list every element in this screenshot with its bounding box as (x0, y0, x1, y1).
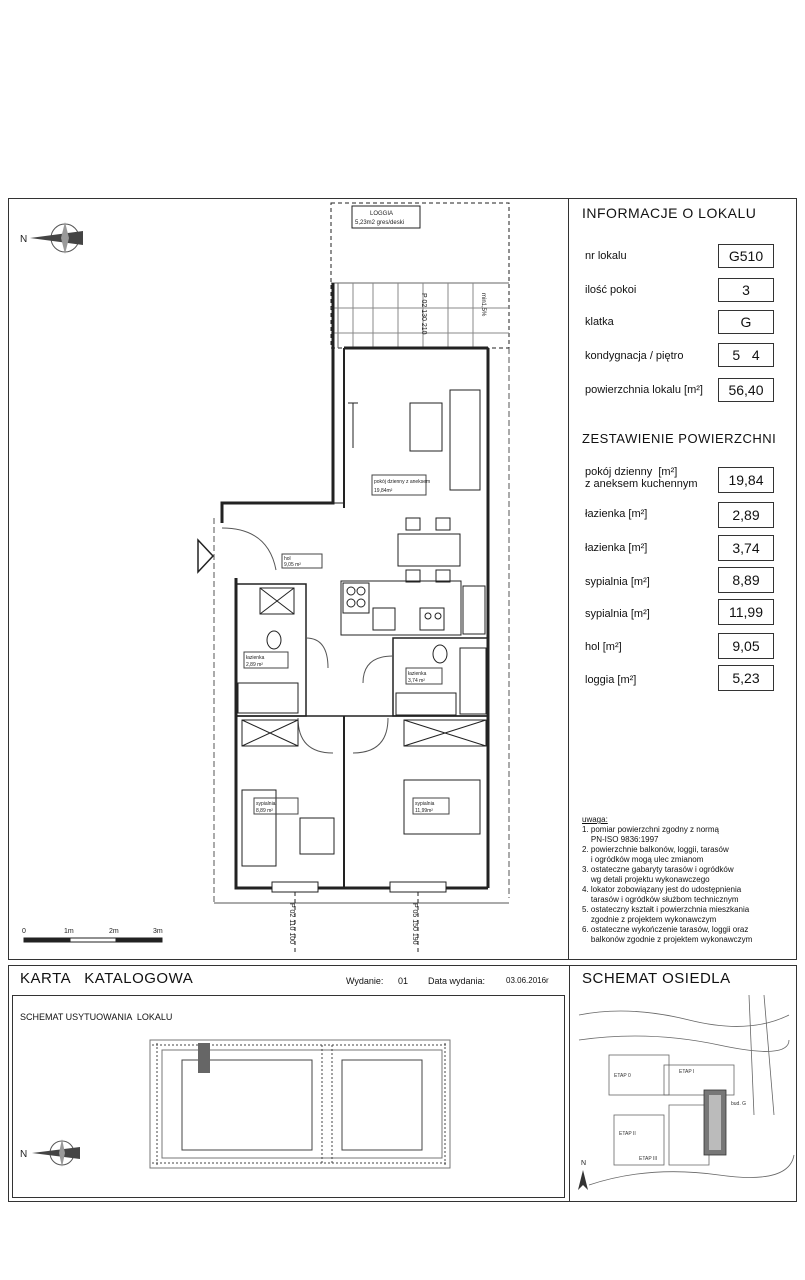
bath2-label: łazienka (408, 671, 427, 677)
estate-north-arrow-icon (578, 1170, 588, 1190)
area-value-hall: 9,05 (718, 633, 774, 659)
edition-value: 01 (398, 976, 409, 986)
area-value-loggia: 5,23 (718, 665, 774, 691)
note-line: i ogródków mogą ulec zmianom (582, 855, 704, 864)
area-value-bed1: 8,89 (718, 567, 774, 593)
date-label: Data wydania: (428, 976, 486, 986)
bed2-area: 11,99m² (415, 808, 433, 814)
placement-schematic (12, 995, 565, 1198)
note-line: wg detali projektu wykonawczego (582, 875, 710, 884)
compass-icon (30, 222, 83, 254)
living-area: 19,84m² (374, 488, 393, 494)
loggia-area: 5,23m2 gres/deski (355, 220, 405, 226)
bathroom-2 (393, 638, 488, 716)
coffee-table (410, 403, 442, 451)
living-label: pokój dzienny z aneksem (374, 479, 431, 485)
note-line: zgodnie z projektem wykonawczym (582, 915, 717, 924)
area-label-loggia: loggia [m²] (585, 674, 637, 686)
info-value-floor: 5 4 (718, 343, 774, 367)
area-value-bed2: 11,99 (718, 599, 774, 625)
area-label-bed1: sypialnia [m²] (585, 576, 650, 588)
scale-tick-0: 0 (22, 928, 26, 935)
note-line: 1. pomiar powierzchni zgodny z normą (582, 825, 719, 834)
areas-title: ZESTAWIENIE POWIERZCHNI (582, 431, 777, 446)
note-line: 5. ostateczny kształt i powierzchnia mieszkania (582, 905, 750, 914)
estate-title: SCHEMAT OSIEDLA (582, 970, 731, 987)
scale-tick-3: 3m (153, 928, 163, 935)
slope-label: min1,5% (480, 293, 486, 317)
notes-title: uwaga: (582, 815, 608, 824)
window-b2-label: P 05 150 190 (411, 903, 418, 945)
entrance-arrow-icon (198, 540, 213, 572)
estate-label-1: ETAP I (679, 1069, 695, 1075)
estate-schematic (569, 995, 797, 1202)
unit-highlight (198, 1043, 210, 1073)
edition-label: Wydanie: (346, 976, 384, 986)
note-line: balkonów zgodnie z projektem wykonawczym (582, 935, 753, 944)
floor-plan (8, 198, 569, 960)
info-label-floor: kondygnacja / piętro (585, 350, 684, 362)
bathroom-1 (236, 584, 306, 716)
info-value-rooms: 3 (718, 278, 774, 302)
scale-tick-2: 2m (109, 928, 119, 935)
estate-label-0: ETAP 0 (614, 1073, 631, 1079)
note-line: tarasów i ogródków służbom technicznym (582, 895, 739, 904)
placement-title: SCHEMAT USYTUOWANIA LOKALU (20, 1012, 173, 1022)
area-label-bath1: łazienka [m²] (585, 508, 648, 520)
bath2-area: 3,74 m² (408, 678, 425, 684)
sofa (450, 390, 480, 490)
area-value-bath2: 3,74 (718, 535, 774, 561)
info-value-area: 56,40 (718, 378, 774, 402)
catalog-title: KARTA KATALOGOWA (20, 970, 194, 987)
note-line: 2. powierzchnie balkonów, loggii, tarasów (582, 845, 729, 854)
area-label-living: pokój dzienny [m²] z aneksem kuchennym (585, 466, 698, 490)
dining-table (398, 534, 460, 566)
area-value-living: 19,84 (718, 467, 774, 493)
area-label-hall: hol [m²] (585, 641, 622, 653)
window-b1-label: P 02 110 100 (288, 903, 295, 945)
placement-compass-icon (32, 1139, 80, 1167)
scale-tick-1: 1m (64, 928, 74, 935)
window-top-label: P 02 130 210 (420, 293, 427, 335)
hall-area: 9,05 m² (284, 562, 301, 568)
hall-label: hol (284, 556, 291, 562)
placement-compass-letter: N (20, 1149, 28, 1160)
notes-block (582, 815, 794, 945)
date-value: 03.06.2016r (506, 976, 549, 985)
wall-left-lower (236, 578, 488, 888)
info-label-area: powierzchnia lokalu [m²] (585, 384, 703, 396)
scale-bar (24, 938, 162, 942)
estate-north-letter: N (581, 1160, 587, 1167)
note-line: PN-ISO 9836:1997 (582, 835, 659, 844)
info-title: INFORMACJE O LOKALU (582, 205, 757, 221)
estate-label-3: ETAP III (639, 1156, 658, 1162)
estate-label-2: ETAP II (619, 1131, 636, 1137)
info-value-staircase: G (718, 310, 774, 334)
loggia-label: LOGGIA (370, 211, 394, 217)
bed1-area: 8,89 m² (256, 808, 273, 814)
area-label-bath2: łazienka [m²] (585, 542, 648, 554)
note-line: 3. ostateczne gabaryty tarasów i ogródków (582, 865, 734, 874)
area-label-bed2: sypialnia [m²] (585, 608, 650, 620)
bed1-label: sypialnia (256, 801, 276, 807)
estate-label-4: bud. G (731, 1101, 747, 1107)
bed-2 (404, 780, 480, 834)
compass-letter: N (20, 234, 28, 245)
info-label-rooms: ilość pokoi (585, 284, 637, 296)
bath1-area: 2,89 m² (246, 662, 263, 668)
note-line: 4. lokator zobowiązany jest do udostępnienia (582, 885, 742, 894)
info-label-staircase: klatka (585, 316, 614, 328)
note-line: 6. ostateczne wykończenie tarasów, loggii oraz (582, 925, 749, 934)
bed2-label: sypialnia (415, 801, 435, 807)
area-value-bath1: 2,89 (718, 502, 774, 528)
wall-left-upper (222, 283, 333, 523)
bath1-label: łazienka (246, 655, 265, 661)
info-label-number: nr lokalu (585, 250, 627, 262)
info-value-number: G510 (718, 244, 774, 268)
